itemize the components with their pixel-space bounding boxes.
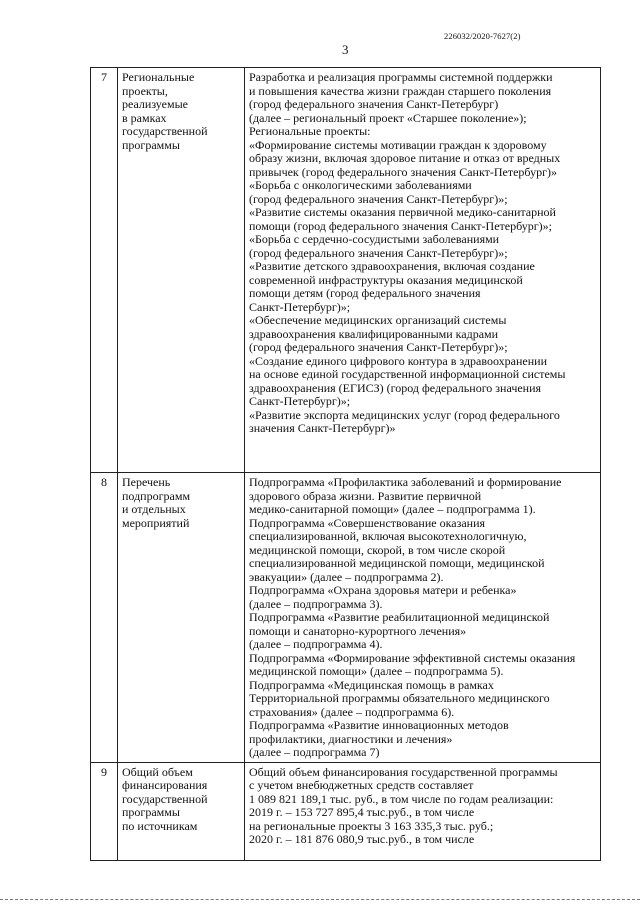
content-text-line: (город федерального значения Санкт-Петербург)»; [249,340,508,354]
content-text-line: образу жизни, включая здоровое питание и отказ от вредных [249,151,561,165]
label-text-line: мероприятий [122,515,190,530]
content-text-line: 2020 г. – 181 876 080,9 тыс.руб., в том числе [249,832,475,846]
label-text-line: Общий объем [122,764,193,779]
label-text-line: и отдельных [122,502,186,516]
content-text-line: эвакуации» (далее – подпрограмма 2). [249,569,444,584]
content-text-line: здорового образа жизни. Развитие первичной [249,488,482,503]
content-text-line: здравоохранения квалифицированными кадрами [249,326,499,341]
content-text-line: помощи детям (город федерального значения [249,286,481,300]
content-text-line: (город федерального значения Санкт-Петербург)»; [249,245,508,260]
content-text-line: значения Санкт-Петербург)» [249,421,396,435]
label-text-line: государственной [122,124,208,138]
content-text-line: Подпрограмма «Формирование эффективной системы оказания [249,650,576,665]
content-text-line: 1 089 821 189,1 тыс. руб., в том числе по годам реализации: [249,791,554,806]
content-text-line: Санкт-Петербург)»; [249,394,351,408]
content-text-line: профилактики, диагностики и лечения» [249,731,453,746]
content-text-line: медицинской помощи, скорой, в том числе скорой [249,542,506,557]
content-text-line: привычек (город федерального значения Санкт-Петербург)» [249,164,557,179]
content-text-line: Подпрограмма «Совершенствование оказания [249,515,486,530]
label-text-line: государственной [122,791,208,806]
content-text-line: на региональные проекты 3 163 335,3 тыс. руб.; [249,818,494,833]
content-text-line: (далее – подпрограмма 7) [249,745,380,759]
row-content-cell [245,473,601,763]
row-content-cell [245,68,601,473]
content-text-line: специализированной, включая высокотехнологичную, [249,529,527,543]
label-text-line: реализуемые [122,97,188,111]
label-text-line: по источникам [122,818,198,833]
content-text-line: и повышения качества жизни граждан старшего поколения [249,83,552,98]
content-text-line: страхования» (далее – подпрограмма 6). [249,704,455,719]
content-text-line: Санкт-Петербург)»; [249,299,351,314]
content-text-line: медико-санитарной помощи» (далее – подпрограмма 1). [249,502,536,516]
content-text-line: (далее – региональный проект «Старшее поколение»); [249,110,527,125]
row-number-cell: 9 [91,762,118,860]
content-text-line: Подпрограмма «Развитие инновационных методов [249,718,509,732]
content-text-line: современной инфраструктуры оказания медицинской [249,272,523,287]
content-text-line: помощи и санаторно-курортного лечения» [249,623,467,638]
row-label-cell [118,68,245,473]
content-text-line: «Борьба с сердечно-сосудистыми заболеваниями [249,232,500,246]
content-text-line: специализированной медицинской помощи, медицинской [249,556,545,570]
table-row-funding [91,762,601,860]
content-text-line: «Развитие системы оказания первичной медико-санитарной [249,205,556,219]
row-number-cell: 7 [91,68,118,473]
content-text-line: «Обеспечение медицинских организаций системы [249,313,507,327]
content-text-line: Подпрограмма «Медицинская помощь в рамках [249,677,494,692]
label-text-line: программы [122,805,180,819]
content-text-line: 2019 г. – 153 727 895,4 тыс.руб., в том числе [249,805,475,819]
content-text-line: «Развитие детского здравоохранения, включая создание [249,259,535,273]
row-content-cell [245,762,601,860]
content-text-line: Региональные проекты: [249,124,371,138]
label-text-line: программы [122,137,180,152]
label-text-line: проекты, [122,83,168,98]
program-passport-table [90,67,601,861]
row-label-cell [118,762,245,860]
content-text-line: помощи (город федерального значения Санкт-Петербург)»; [249,218,552,233]
page-bottom-edge-line [0,899,640,900]
content-text-line: (город федерального значения Санкт-Петербург)»; [249,191,508,206]
content-text-line: на основе единой государственной информационной системы [249,367,566,381]
content-text-line: «Развитие экспорта медицинских услуг (город федерального [249,407,560,422]
content-text-line: Подпрограмма «Профилактика заболеваний и формирование [249,475,562,489]
document-registration-number: 226032/2020-7627(2) [444,31,521,41]
content-text-line: медицинской помощи» (далее – подпрограмма 5). [249,664,504,678]
page-number: 3 [342,42,349,57]
content-text-line: Разработка и реализация программы системной поддержки [249,70,553,84]
table-row-subprograms [91,473,601,763]
table-row-regional-projects [91,68,601,473]
label-text-line: финансирования [122,778,208,792]
content-text-line: Подпрограмма «Развитие реабилитационной медицинской [249,610,550,624]
content-text-line: (далее – подпрограмма 3). [249,596,383,611]
content-text-line: Общий объем финансирования государственной программы [249,764,558,779]
content-text-line: Территориальной программы обязательного медицинского [249,691,550,705]
content-text-line: «Создание единого цифрового контура в здравоохранении [249,353,547,368]
content-text-line: «Формирование системы мотивации граждан к здоровому [249,137,547,152]
content-text-line: (далее – подпрограмма 4). [249,637,383,651]
row-number-cell: 8 [91,473,118,763]
row-label-cell [118,473,245,763]
label-text-line: в рамках [122,110,167,125]
content-text-line: (город федерального значения Санкт-Петербург) [249,97,499,111]
label-text-line: Региональные [122,70,195,84]
content-text-line: «Борьба с онкологическими заболеваниями [249,178,472,192]
label-text-line: Перечень [122,475,171,489]
content-text-line: здравоохранения (ЕГИСЗ) (город федерального значения [249,380,542,395]
content-text-line: с учетом внебюджетных средств составляет [249,778,474,792]
label-text-line: подпрограмм [122,488,191,503]
content-text-line: Подпрограмма «Охрана здоровья матери и ребенка» [249,583,517,597]
passport-table-body [91,68,601,861]
